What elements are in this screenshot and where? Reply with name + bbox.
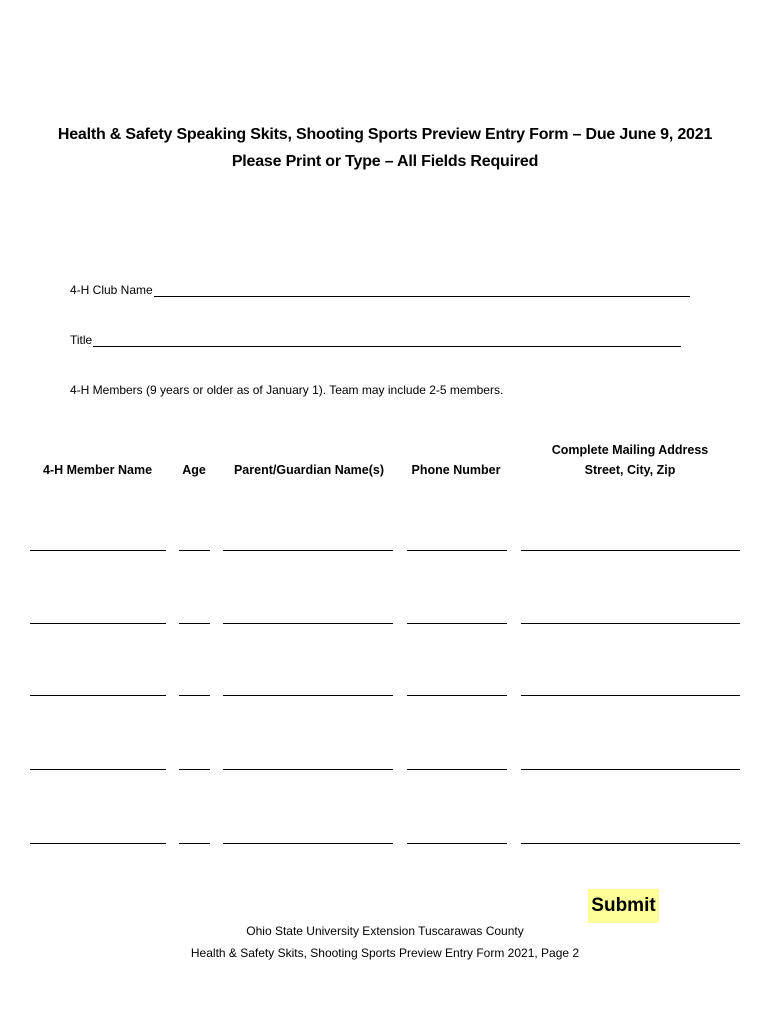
phone-input-line[interactable] [407, 623, 507, 624]
table-row [0, 623, 770, 625]
table-row [0, 695, 770, 697]
title-input-line[interactable] [93, 336, 681, 347]
phone-input-line[interactable] [407, 843, 507, 844]
form-subtitle: Please Print or Type – All Fields Required [231, 153, 539, 170]
address-input-line[interactable] [521, 843, 740, 844]
parent-name-input-line[interactable] [223, 695, 393, 696]
member-name-input-line[interactable] [30, 550, 166, 551]
table-row [0, 769, 770, 771]
parent-name-input-line[interactable] [223, 550, 393, 551]
member-name-input-line[interactable] [30, 623, 166, 624]
member-name-input-line[interactable] [30, 695, 166, 696]
column-header-address [540, 440, 720, 480]
submit-button[interactable]: Submit [588, 889, 659, 923]
column-header-parent: Parent/Guardian Name(s) [233, 463, 385, 477]
parent-name-input-line[interactable] [223, 623, 393, 624]
column-header-phone: Phone Number [411, 463, 501, 477]
footer-line2: Health & Safety Skits, Shooting Sports Preview Entry Form 2021, Page 2 [190, 946, 580, 960]
title-label: Title [70, 333, 93, 347]
club-name-label: 4-H Club Name [70, 283, 153, 297]
table-row [0, 550, 770, 552]
age-input-line[interactable] [179, 695, 210, 696]
phone-input-line[interactable] [407, 550, 507, 551]
title-field[interactable] [70, 333, 681, 347]
column-header-age: Age [182, 463, 206, 477]
form-title: Health & Safety Speaking Skits, Shooting Sports Preview Entry Form – Due June 9, 2021 [57, 126, 713, 143]
column-header-address-line1: Complete Mailing Address [551, 443, 709, 457]
address-input-line[interactable] [521, 769, 740, 770]
club-name-input-line[interactable] [154, 286, 690, 297]
members-note: 4-H Members (9 years or older as of January 1). Team may include 2-5 members. [70, 383, 504, 397]
address-input-line[interactable] [521, 695, 740, 696]
address-input-line[interactable] [521, 623, 740, 624]
parent-name-input-line[interactable] [223, 769, 393, 770]
address-input-line[interactable] [521, 550, 740, 551]
parent-name-input-line[interactable] [223, 843, 393, 844]
column-header-member-name: 4-H Member Name [42, 463, 153, 477]
age-input-line[interactable] [179, 623, 210, 624]
member-name-input-line[interactable] [30, 769, 166, 770]
phone-input-line[interactable] [407, 695, 507, 696]
age-input-line[interactable] [179, 550, 210, 551]
table-row [0, 843, 770, 845]
column-header-address-line2: Street, City, Zip [584, 463, 676, 477]
footer-line1: Ohio State University Extension Tuscarawas County [246, 924, 524, 938]
member-name-input-line[interactable] [30, 843, 166, 844]
phone-input-line[interactable] [407, 769, 507, 770]
age-input-line[interactable] [179, 769, 210, 770]
club-name-field[interactable] [70, 283, 690, 297]
age-input-line[interactable] [179, 843, 210, 844]
